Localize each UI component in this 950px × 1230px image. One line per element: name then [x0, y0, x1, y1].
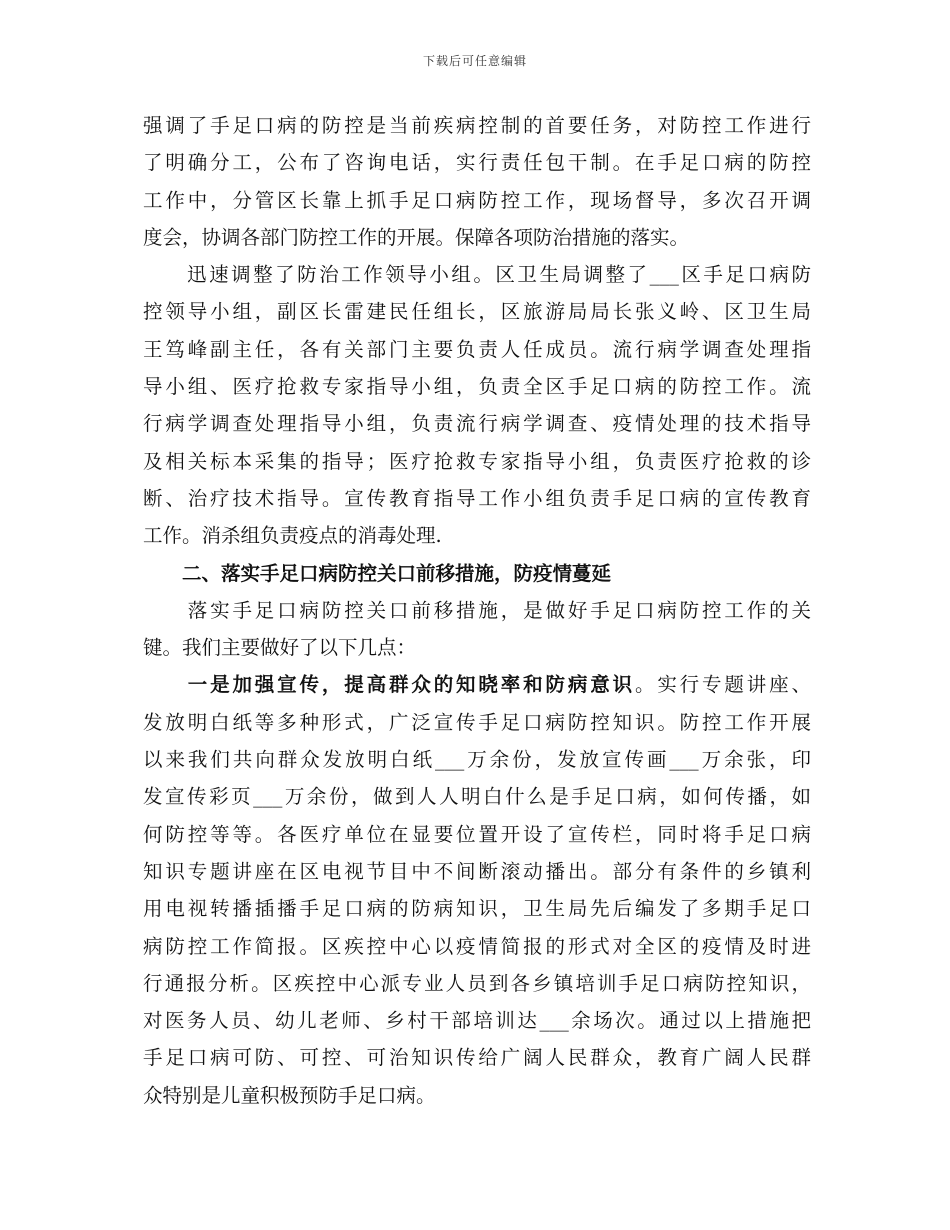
line-text: 工作。消杀组负责疫点的消毒处理. [143, 524, 442, 548]
line-text: 王笃峰副主任，各有关部门主要负责人任成员。流行病学调查处理指 [143, 337, 811, 361]
line-text: 及相关标本采集的指导；医疗抢救专家指导小组，负责医疗抢救的诊 [143, 449, 811, 473]
line-text: 以来我们共向群众发放明白纸___万余份，发放宣传画___万余张，印 [143, 748, 811, 772]
text-line [143, 928, 811, 965]
text-line [143, 331, 811, 368]
text-line [143, 741, 811, 778]
text-line [143, 107, 811, 144]
text-line [143, 1077, 811, 1114]
line-text: 对医务人员、幼儿老师、乡村干部培训达___余场次。通过以上措施把 [143, 1009, 811, 1033]
line-text: 导小组、医疗抢救专家指导小组，负责全区手足口病的防控工作。流 [143, 375, 811, 399]
line-text: 落实手足口病防控关口前移措施，是做好手足口病防控工作的关 [143, 598, 811, 622]
line-text: 众特别是儿童积极预防手足口病。 [143, 1083, 436, 1107]
line-text: 行病学调查处理指导小组，负责流行病学调查、疫情处理的技术指导 [143, 412, 811, 436]
line-text: 手足口病可防、可控、可治知识传给广阔人民群众，教育广阔人民群 [143, 1046, 811, 1070]
line-text: 何防控等等。各医疗单位在显要位置开设了宣传栏，同时将手足口病 [143, 822, 811, 846]
line-text: 断、治疗技术指导。宣传教育指导工作小组负责手足口病的宣传教育 [143, 486, 811, 510]
line-text: 知识专题讲座在区电视节目中不间断滚动播出。部分有条件的乡镇利 [143, 859, 811, 883]
text-line [143, 219, 811, 256]
line-text: 了明确分工，公布了咨询电话，实行责任包干制。在手足口病的防控 [143, 151, 811, 175]
line-text: 发放明白纸等多种形式，广泛宣传手足口病防控知识。防控工作开展 [143, 710, 811, 734]
heading-text: 二、落实手足口病防控关口前移措施，防疫情蔓延 [143, 561, 612, 585]
line-text: 行通报分析。区疾控中心派专业人员到各乡镇培训手足口病防控知识， [143, 971, 811, 995]
text-line [143, 816, 811, 853]
line-text: 度会，协调各部门防控工作的开展。保障各项防治措施的落实。 [143, 225, 690, 249]
line-text: 。实行专题讲座、 [634, 673, 811, 697]
line-text: 键。我们主要做好了以下几点： [143, 636, 417, 660]
text-line [143, 1039, 811, 1076]
text-line [143, 890, 811, 927]
text-line [143, 405, 811, 442]
text-line [143, 368, 811, 405]
line-text: 用电视转播插播手足口病的防病知识，卫生局先后编发了多期手足口 [143, 897, 811, 921]
text-line [143, 778, 811, 815]
text-line [143, 965, 811, 1002]
text-line [143, 182, 811, 219]
text-line [143, 256, 811, 293]
page-header: 下载后可任意编辑 [422, 54, 527, 68]
line-text: 强调了手足口病的防控是当前疾病控制的首要任务，对防控工作进行 [143, 114, 811, 137]
text-line [143, 480, 811, 517]
text-line [143, 293, 811, 330]
document-body [143, 107, 811, 1114]
text-line [143, 443, 811, 480]
text-line [143, 592, 811, 629]
text-line [143, 704, 811, 741]
line-text: 控领导小组，副区长雷建民任组长，区旅游局局长张义岭、区卫生局 [143, 300, 811, 324]
text-line [143, 1002, 811, 1039]
text-line [143, 144, 811, 181]
text-line [143, 853, 811, 890]
text-line [143, 666, 811, 703]
text-line [143, 629, 811, 666]
text-line [143, 517, 811, 554]
emphasis-text: 一是加强宣传，提高群众的知晓率和防病意识 [143, 673, 635, 697]
line-text: 工作中，分管区长靠上抓手足口病防控工作，现场督导，多次召开调 [143, 188, 811, 212]
section-heading [143, 555, 811, 592]
line-text: 病防控工作简报。区疾控中心以疫情简报的形式对全区的疫情及时进 [143, 934, 811, 958]
line-text: 迅速调整了防治工作领导小组。区卫生局调整了___区手足口病防 [143, 263, 811, 287]
line-text: 发宣传彩页___万余份，做到人人明白什么是手足口病，如何传播，如 [143, 785, 811, 809]
